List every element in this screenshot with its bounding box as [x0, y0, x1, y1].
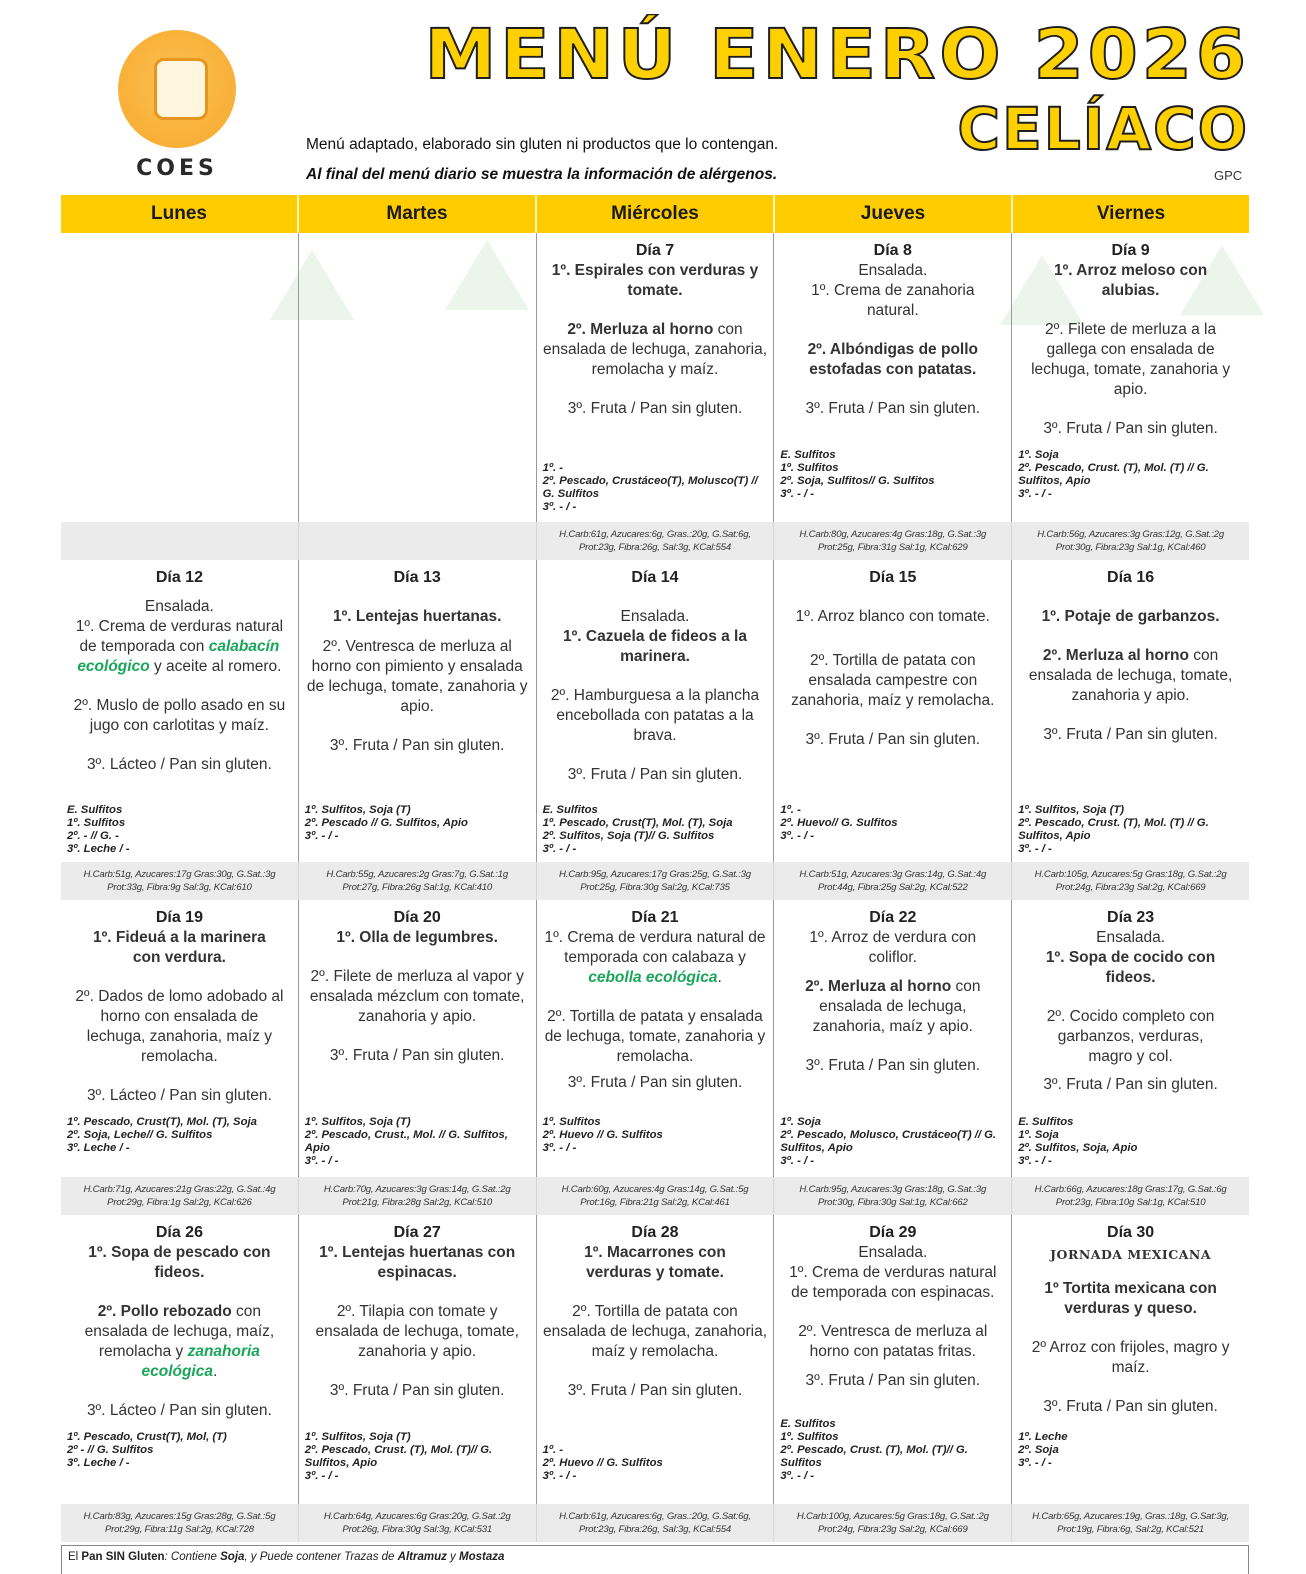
- nutrition-info: H.Carb:80g, Azucares:4g Gras:18g, G.Sat.:3g Prot:25g, Fibra:31g Sal:1g, KCal:629: [774, 522, 1012, 560]
- nutrition-info: H.Carb:70g, Azucares:3g Gras:14g, G.Sat.:2g Prot:21g, Fibra:28g Sal:2g, KCal:510: [299, 1177, 537, 1215]
- week-3: [61, 900, 1249, 1215]
- allergen-info: 1º. Sulfitos, Soja (T) 2º. Pescado, Crust., Mol. // G. Sulfitos, Apio 3º. - / -: [304, 1116, 508, 1167]
- nutrition-row: [61, 1177, 1249, 1215]
- nutrition-info: H.Carb:100g, Azucares:5g Gras:18g, G.Sat.:2g Prot:24g, Fibra:23g Sal:2g, KCal:669: [774, 1504, 1012, 1542]
- day-13: [299, 560, 537, 862]
- first-course: 1º. Lentejas huertanas con espinacas.: [319, 1244, 516, 1281]
- nutrition-empty: [61, 522, 299, 560]
- weekday-friday: Viernes: [1096, 203, 1166, 224]
- allergen-info: 1º. Sulfitos, Soja (T) 2º. Pescado // G. Sulfitos, Apio 3º. - / -: [304, 804, 468, 842]
- weekday-tuesday: Martes: [299, 195, 537, 233]
- nutrition-info: H.Carb:71g, Azucares:21g Gras:22g, G.Sat.:4g Prot:29g, Fibra:1g Sal:2g, KCal:626: [61, 1177, 299, 1215]
- page-title: MENÚ ENERO 2026: [424, 14, 1250, 94]
- third-course: 3º. Lácteo / Pan sin gluten.: [86, 1402, 272, 1419]
- day-14: [537, 560, 775, 862]
- day-title: Día 29: [869, 1224, 917, 1241]
- allergen-info: E. Sulfitos 1º. Sulfitos 2º. Pescado, Crust. (T), Mol. (T)// G. Sulfitos 3º. - / -: [780, 1418, 968, 1482]
- first-course: 1º. Sopa de cocido con fideos.: [1045, 949, 1216, 986]
- day-title: Día 16: [1107, 569, 1155, 586]
- day-22: [774, 900, 1012, 1177]
- weekday-header: [61, 195, 1249, 233]
- nutrition-info: H.Carb:83g, Azucares:15g Gras:28g, G.Sat.:5g Prot:29g, Fibra:11g Sal:2g, KCal:728: [61, 1504, 299, 1542]
- menu-grid: [61, 195, 1249, 1542]
- nutrition-info: H.Carb:51g, Azucares:17g Gras:30g, G.Sat.:3g Prot:33g, Fibra:9g Sal:3g, KCal:610: [61, 862, 299, 900]
- allergen-info: 1º. - 2º. Huevo // G. Sulfitos 3º. - / -: [542, 1444, 663, 1482]
- second-course: 2º. Tilapia con tomate y ensalada de lechuga, tomate, zanahoria y apio.: [315, 1303, 519, 1360]
- logo-text: COES: [136, 156, 218, 181]
- day-empty: [299, 233, 537, 522]
- day-28: [537, 1215, 775, 1504]
- second-course: 2º. Tortilla de patata con ensalada campestre con zanahoria, maíz y remolacha.: [791, 652, 995, 709]
- first-course: 1º. Olla de legumbres.: [336, 929, 498, 946]
- third-course: 3º. Fruta / Pan sin gluten.: [567, 1074, 743, 1091]
- day-20: [299, 900, 537, 1177]
- day-title: Día 9: [1111, 242, 1150, 259]
- third-course: 3º. Fruta / Pan sin gluten.: [805, 731, 981, 748]
- allergen-info: 1º. - 2º. Huevo// G. Sulfitos 3º. - / -: [780, 804, 898, 842]
- second-course: 2º Arroz con frijoles, magro y maíz.: [1031, 1339, 1230, 1376]
- second-course: 2º. Filete de merluza al vapor y ensalada mézclum con tomate, zanahoria y apio.: [309, 968, 525, 1025]
- first-course: 1º. Crema de zanahoria natural.: [811, 282, 975, 319]
- third-course: 3º. Lácteo / Pan sin gluten.: [86, 1087, 272, 1104]
- allergen-info: E. Sulfitos 1º. Sulfitos 2º. - // G. - 3º. Leche / -: [67, 804, 130, 855]
- day-19: [61, 900, 299, 1177]
- second-course: 2º. Merluza al horno con ensalada de lechuga, zanahoria, remolacha y maíz.: [542, 321, 768, 378]
- salad: Ensalada.: [858, 1244, 928, 1261]
- nutrition-info: H.Carb:56g, Azucares:3g Gras:12g, G.Sat.:2g Prot:30g, Fibra:23g Sal:1g, KCal:460: [1037, 529, 1224, 553]
- second-course: 2º. Filete de merluza a la gallega con ensalada de lechuga, tomate, zanahoria y apio.: [1031, 321, 1231, 398]
- first-course: 1º. Lentejas huertanas.: [332, 608, 502, 625]
- day-8: [774, 233, 1012, 522]
- week-2: [61, 560, 1249, 900]
- coes-logo: [118, 30, 238, 181]
- third-course: 3º. Fruta / Pan sin gluten.: [567, 766, 743, 783]
- allergen-info: 1º. Sulfitos, Soja (T) 2º. Pescado, Crust. (T), Mol. (T) // G. Sulfitos, Apio 3º. - / -: [1018, 804, 1209, 855]
- first-course: 1º. Cazuela de fideos a la marinera.: [563, 628, 747, 665]
- allergen-info: 1º. Pescado, Crust(T), Mol. (T), Soja 2º. Soja, Leche// G. Sulfitos 3º. Leche / -: [67, 1116, 257, 1154]
- day-12: [61, 560, 299, 862]
- day-title: Día 7: [635, 242, 675, 259]
- first-course: 1º. Arroz meloso con alubias.: [1053, 262, 1208, 299]
- nutrition-row: [61, 522, 1249, 560]
- allergen-info: 1º. Sulfitos 2º. Huevo // G. Sulfitos 3º. - / -: [542, 1116, 663, 1154]
- day-title: Día 26: [155, 1224, 203, 1241]
- day-title: Día 19: [155, 909, 203, 926]
- salad: Ensalada.: [1096, 929, 1166, 946]
- nutrition-info: H.Carb:61g, Azucares:6g, Gras.:20g, G.Sat:6g, Prot:23g, Fibra:26g, Sal:3g, KCal:554: [537, 522, 775, 560]
- day-7: [537, 233, 775, 522]
- second-course: 2º. Pollo rebozado con ensalada de lechuga, maíz, remolacha y zanahoria ecológica.: [84, 1303, 275, 1380]
- salad: Ensalada.: [144, 598, 214, 615]
- day-title: Día 23: [1107, 909, 1155, 926]
- allergen-info: E. Sulfitos 1º. Soja 2º. Sulfitos, Soja, Apio 3º. - / -: [1018, 1116, 1138, 1167]
- page-subtitle: CELÍACO: [957, 95, 1249, 163]
- second-course: 2º. Merluza al horno con ensalada de lechuga, tomate, zanahoria y apio.: [1028, 647, 1233, 704]
- second-course: 2º. Tortilla de patata con ensalada de lechuga, zanahoria, maíz y remolacha.: [542, 1303, 768, 1360]
- nutrition-info: H.Carb:105g, Azucares:5g Gras:18g, G.Sat.:2g Prot:24g, Fibra:23g Sal:2g, KCal:669: [1034, 869, 1227, 893]
- day-16: [1012, 560, 1249, 862]
- nutrition-info: H.Carb:95g, Azucares:17g Gras:25g, G.Sat.:3g Prot:25g, Fibra:30g Sal:2g, KCal:735: [537, 862, 775, 900]
- first-course: 1º. Arroz de verdura con coliflor.: [809, 929, 977, 966]
- second-course: 2º. Cocido completo con garbanzos, verduras, magro y col.: [1046, 1008, 1215, 1065]
- third-course: 3º. Fruta / Pan sin gluten.: [329, 1047, 505, 1064]
- day-title: Día 12: [155, 569, 203, 586]
- allergen-info: 1º. Soja 2º. Pescado, Molusco, Crustáceo(T) // G. Sulfitos, Apio 3º. - / -: [780, 1116, 997, 1167]
- third-course: 3º. Lácteo / Pan sin gluten.: [86, 756, 272, 773]
- first-course: 1º. Crema de verduras natural de temporada con espinacas.: [789, 1264, 997, 1301]
- third-course: 3º. Fruta / Pan sin gluten.: [1043, 726, 1218, 743]
- day-title: Día 27: [393, 1224, 441, 1241]
- day-30: [1012, 1215, 1249, 1504]
- day-title: Día 20: [393, 909, 441, 926]
- third-course: 3º. Fruta / Pan sin gluten.: [805, 400, 981, 417]
- second-course: 2º. Dados de lomo adobado al horno con ensalada de lechuga, zanahoria, maíz y remolacha.: [75, 988, 284, 1065]
- first-course: 1º. Crema de verdura natural de temporada con calabaza y cebolla ecológica.: [544, 929, 766, 986]
- menu-code: GPC: [1214, 168, 1243, 183]
- day-title: Día 15: [869, 569, 917, 586]
- third-course: 3º. Fruta / Pan sin gluten.: [805, 1057, 981, 1074]
- third-course: 3º. Fruta / Pan sin gluten.: [805, 1372, 981, 1389]
- first-course: 1º. Potaje de garbanzos.: [1041, 608, 1220, 625]
- nutrition-info: H.Carb:64g, Azucares:6g Gras:20g, G.Sat.:2g Prot:26g, Fibra:30g Sal:3g, KCal:531: [299, 1504, 537, 1542]
- day-empty: [61, 233, 299, 522]
- bread-footnote: El Pan SIN Gluten: Contiene Soja, y Puede contener Trazas de Altramuz y Mostaza: [61, 1545, 1249, 1574]
- second-course: 2º. Ventresca de merluza al horno con pimiento y ensalada de lechuga, tomate, zanahoria y apio.: [306, 638, 528, 715]
- allergen-info: 1º. Soja 2º. Pescado, Crust. (T), Mol. (T) // G. Sulfitos, Apio 3º. - / -: [1018, 449, 1209, 500]
- third-course: 3º. Fruta / Pan sin gluten.: [1043, 1076, 1218, 1093]
- day-title: Día 22: [869, 909, 917, 926]
- nutrition-info: H.Carb:51g, Azucares:3g Gras:14g, G.Sat.:4g Prot:44g, Fibra:25g Sal:2g, KCal:522: [774, 862, 1012, 900]
- weekday-wednesday: Miércoles: [537, 195, 775, 233]
- second-course: 2º. Tortilla de patata y ensalada de lechuga, tomate, zanahoria y remolacha.: [544, 1008, 766, 1065]
- chef-icon: [154, 58, 208, 120]
- nutrition-info: H.Carb:95g, Azucares:3g Gras:18g, G.Sat.:3g Prot:30g, Fibra:30g Sal:1g, KCal:662: [774, 1177, 1012, 1215]
- allergen-info: 1º. Sulfitos, Soja (T) 2º. Pescado, Crust. (T), Mol. (T)// G. Sulfitos, Apio 3º. - / -: [304, 1431, 493, 1482]
- second-course: 2º. Albóndigas de pollo estofadas con patatas.: [807, 341, 978, 378]
- third-course: 3º. Fruta / Pan sin gluten.: [1043, 1398, 1218, 1415]
- day-21: [537, 900, 775, 1177]
- allergen-info: 1º. Leche 2º. Soja 3º. - / -: [1018, 1431, 1068, 1469]
- first-course: 1º. Crema de verduras natural de temporada con calabacín ecológico y aceite al romero.: [75, 618, 284, 675]
- day-title: Día 28: [631, 1224, 679, 1241]
- first-course: 1º. Arroz blanco con tomate.: [795, 608, 990, 625]
- day-15: [774, 560, 1012, 862]
- third-course: 3º. Fruta / Pan sin gluten.: [329, 737, 505, 754]
- third-course: 3º. Fruta / Pan sin gluten.: [329, 1382, 505, 1399]
- day-9: [1012, 233, 1249, 522]
- nutrition-info: H.Carb:66g, Azucares:18g Gras:17g, G.Sat.:6g Prot:23g, Fibra:10g Sal:1g, KCal:510: [1034, 1184, 1227, 1208]
- second-course: 2º. Muslo de pollo asado en su jugo con carlotitas y maíz.: [73, 697, 286, 734]
- day-26: [61, 1215, 299, 1504]
- third-course: 3º. Fruta / Pan sin gluten.: [1043, 420, 1218, 437]
- week-1: [61, 233, 1249, 560]
- nutrition-info: H.Carb:60g, Azucares:4g Gras:14g, G.Sat.:5g Prot:16g, Fibra:21g Sal:2g, KCal:461: [537, 1177, 775, 1215]
- day-title: Día 21: [631, 909, 679, 926]
- second-course: 2º. Merluza al horno con ensalada de lechuga, zanahoria, maíz y apio.: [805, 978, 981, 1035]
- nutrition-empty: [299, 522, 537, 560]
- allergen-info: 1º. Pescado, Crust(T), Mol, (T) 2º - // G. Sulfitos 3º. Leche / -: [67, 1431, 227, 1469]
- allergen-info: E. Sulfitos 1º. Pescado, Crust(T), Mol. (T), Soja 2º. Sulfitos, Soja (T)// G. Sulfitos 3º. - / -: [542, 804, 733, 855]
- second-course: 2º. Ventresca de merluza al horno con patatas fritas.: [798, 1323, 988, 1360]
- salad: Ensalada.: [620, 608, 690, 625]
- day-title: Día 8: [873, 242, 912, 259]
- day-title: Día 30: [1107, 1224, 1155, 1241]
- salad: Ensalada.: [858, 262, 928, 279]
- intro-line-1: Menú adaptado, elaborado sin gluten ni productos que lo contengan.: [306, 136, 779, 153]
- weekday-monday: Lunes: [61, 195, 299, 233]
- nutrition-info: H.Carb:61g, Azucares:6g, Gras.:20g, G.Sat:6g, Prot:23g, Fibra:26g, Sal:3g, KCal:554: [537, 1504, 775, 1542]
- day-23: [1012, 900, 1249, 1177]
- day-27: [299, 1215, 537, 1504]
- allergen-info: 1º. - 2º. Pescado, Crustáceo(T), Molusco(T) // G. Sulfitos 3º. - / -: [542, 462, 758, 513]
- first-course: 1º. Macarrones con verduras y tomate.: [584, 1244, 726, 1281]
- day-title: Día 13: [393, 569, 441, 586]
- intro-line-2: Al final del menú diario se muestra la información de alérgenos.: [306, 166, 778, 183]
- third-course: 3º. Fruta / Pan sin gluten.: [567, 400, 743, 417]
- first-course: 1º. Sopa de pescado con fideos.: [88, 1244, 271, 1281]
- first-course: 1º. Fideuá a la marinera con verdura.: [93, 929, 266, 966]
- nutrition-row: [61, 862, 1249, 900]
- first-course: 1º. Espirales con verduras y tomate.: [551, 262, 759, 299]
- nutrition-info: H.Carb:65g, Azucares:19g, Gras.:18g, G.Sat:3g, Prot:19g, Fibra:6g, Sal:2g, KCal:521: [1032, 1511, 1229, 1535]
- weekday-thursday: Jueves: [775, 195, 1013, 233]
- special-day-label: JORNADA MEXICANA: [1050, 1247, 1212, 1262]
- allergen-info: E. Sulfitos 1º. Sulfitos 2º. Soja, Sulfitos// G. Sulfitos 3º. - / -: [780, 449, 935, 500]
- nutrition-info: H.Carb:55g, Azucares:2g Gras:7g, G.Sat.:1g Prot:27g, Fibra:26g Sal:1g, KCal:410: [299, 862, 537, 900]
- first-course: 1º Tortita mexicana con verduras y queso.: [1044, 1280, 1217, 1317]
- day-29: [774, 1215, 1012, 1504]
- third-course: 3º. Fruta / Pan sin gluten.: [567, 1382, 743, 1399]
- second-course: 2º. Hamburguesa a la plancha encebollada con patatas a la brava.: [550, 687, 760, 744]
- nutrition-row: [61, 1504, 1249, 1542]
- week-4: [61, 1215, 1249, 1542]
- day-title: Día 14: [631, 569, 679, 586]
